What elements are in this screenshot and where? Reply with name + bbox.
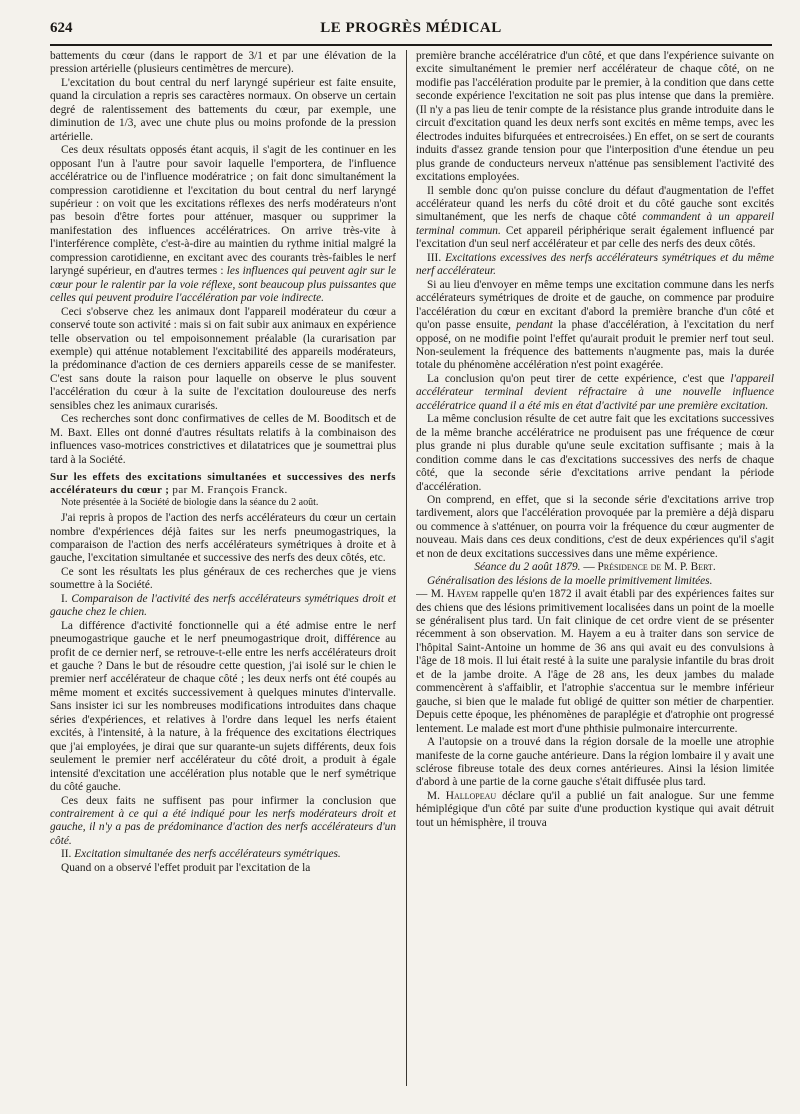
- paragraph: [416, 279, 774, 373]
- text-run: la phase d'accélération, à l'excitation du nerf opposé, on ne modifie point l'effet qu'aurait produit le premier nerf tout seul. Non-seulement la fréquence des battements n'augmente pas, mais la durée totale du phénomène accélération n'est point exagérée.: [416, 319, 774, 372]
- emphasis-text: commandent à un appareil terminal commun.: [416, 211, 774, 237]
- paragraph: Ceci s'observe chez les animaux dont l'appareil modérateur du cœur a conservé toute son activité : mais si on fait subir aux animaux en expérience telle observation ou tel empoisonnement préalable (la curarisation par exemple) qui atténue notablement l'excitabilité des appareils modérateurs, la prédominance d'action de ces derniers appareils cesse de se manifester. C'est sans doute la raison pour laquelle on observe le plus souvent l'accélération du cœur à la suite de l'excitation douloureuse des nerfs sensibles chez les animaux curarisés.: [50, 305, 396, 412]
- right-column: [416, 50, 774, 1096]
- article-author: par M. François Franck.: [169, 484, 288, 497]
- person-name: Hayem: [447, 588, 479, 601]
- person-name: Hallopeau: [445, 789, 497, 802]
- article-title-text: Sur les effets des excitations simultanées et successives des nerfs accélérateurs du cœur ;: [50, 471, 396, 497]
- text-run: — M.: [416, 588, 448, 601]
- emphasis-text: contrairement à ce qui a été indiqué pour les nerfs modérateurs droit et gauche, il n'y a pas de prédominance d'action des nerfs accélérateurs d'un côté.: [50, 808, 396, 847]
- subsection-heading: [416, 575, 774, 588]
- section-title: Excitation simultanée des nerfs accélérateurs symétriques.: [74, 848, 341, 861]
- session-date: Séance du 2 août 1879.: [474, 561, 581, 574]
- page-header: [50, 18, 772, 46]
- text-run: Cet appareil périphérique serait également influencé par l'excitation d'un seul nerf accélérateur et par celle des nerfs des deux côtés.: [416, 224, 774, 251]
- paragraph: J'ai repris à propos de l'action des nerfs accélérateurs du cœur un certain nombre d'expériences déjà faites sur les nerfs pneumogastriques, la comparaison de l'action des nerfs accélérateurs symétriques à droite et à gauche, l'excitation simultanée et successive des nerfs des deux côtés, etc.: [50, 512, 396, 565]
- paragraph: [416, 790, 774, 830]
- subsection-title: Généralisation des lésions de la moelle primitivement limitées.: [427, 574, 713, 587]
- paragraph: [416, 185, 774, 252]
- paragraph: [416, 373, 774, 413]
- page-number: 624: [50, 20, 73, 36]
- paragraph: Quand on a observé l'effet produit par l'excitation de la: [61, 861, 311, 874]
- emphasis-text: l'appareil accélérateur terminal devient réfractaire à une nouvelle influence accélératrice quand il a été mis en état d'activité par une première excitation.: [416, 372, 774, 412]
- left-column: [50, 50, 396, 1096]
- paragraph: [416, 588, 774, 736]
- emphasis-text: pendant: [516, 319, 553, 332]
- section-number: I.: [61, 592, 72, 605]
- text-run: déclare qu'il a publié un fait analogue. Sur une femme hémiplégique d'un côté par suite d'une production kystique qui avait détruit tout un hémisphère, il trouva: [416, 789, 774, 829]
- session-president: Présidence de M. P. Bert.: [597, 561, 716, 574]
- section-number: III.: [427, 251, 446, 264]
- text-run: Ces deux résultats opposés étant acquis, il s'agit de les continuer en les opposant l'un à l'autre pour savoir laquelle l'emportera, de l'influence accélératrice ou de l'influence modératrice ; on fait donc simultanément la compression carotidienne et l'excitation du bout central du nerf laryngé supérieur : on voit que les excitations réflexes des nerfs modérateurs n'ont pas besoin d'être fortes pour atténuer, masquer ou supprimer la manifestation des influences accélératrices. On arrive très-vite à l'interférence complète, c'est-à-dire au maintien du rythme initial malgré la compression carotidienne, en excitant avec des courants très-faibles le nerf laryngé supérieur, en d'autres termes :: [50, 144, 396, 278]
- text-run: Il semble donc qu'on puisse conclure du défaut d'augmentation de l'effet accélérateur quand les nerfs du côté droit et du côté gauche sont excités simultanément, que les nerfs de chaque côté: [416, 184, 774, 224]
- section-number: II.: [61, 848, 75, 861]
- section-heading: [416, 252, 774, 279]
- emphasis-text: les influences qui peuvent agir sur le cœur pour le ralentir par la voie réflexe, sont beaucoup plus puissantes que celles qui peuvent produire l'accélération par voie indirecte.: [50, 265, 396, 305]
- text-run: La conclusion qu'on peut tirer de cette expérience, c'est que: [427, 372, 725, 385]
- paragraph: La différence d'activité fonctionnelle qui a été admise entre le nerf pneumogastrique gauche et le nerf pneumogastrique droit, différence au profit de ce dernier nerf, se retrouve-t-elle entre les nerfs accélérateurs droit et gauche ? Dans le but de résoudre cette question, j'ai isolé sur le chien le premier nerf accélérateur de chaque côté ; les deux nerfs ont été coupés au même moment et excités successivement à quelques minutes d'intervalle. Sans insister ici sur les nombreuses modifications introduites dans chaque séries d'expériences, et relatives à l'ordre dans lequel les nerfs étaient excités, à l'intensité, à la nature, à la fréquence des excitations électriques que j'ai employées, je dirai que sur quarante-un sujets différents, deux fois seulement le premier nerf accélérateur du côté droit, a produit à égale intensité d'excitation une accélération plus notable que le nerf symétrique du côté gauche.: [50, 619, 396, 794]
- paragraph: [50, 795, 396, 849]
- session-dash: —: [580, 561, 598, 574]
- journal-title: LE PROGRÈS MÉDICAL: [320, 20, 502, 36]
- section-title: Excitations excessives des nerfs accélérateurs symétriques et du même nerf accélérateur.: [416, 251, 774, 278]
- paragraph: [50, 144, 396, 305]
- paragraph: On comprend, en effet, que si la seconde série d'excitations arrive trop tardivement, alors que l'accélération provoquée par la première a déjà disparu ou commence à s'atténuer, on pourra voir la fréquence du cœur augmenter de nouveau. Mais dans ces deux conditions, c'est de deux expériences qu'il s'agit et non de deux excitations successives dans une même expérience.: [416, 493, 774, 560]
- text-run: rappelle qu'en 1872 il avait établi par des expériences faites sur des chiens que des lésions primitivement localisées dans un point de la moelle se généralisent plus tard. Un fait clinique de cet ordre vient de se présenter récemment à son observation. M. Hayem a eu à traiter dans son service de l'hôpital Saint-Antoine un homme de 36 ans qui avait eu des convulsions à l'âge de 18 mois. Il lui était resté à la suite une paralysie infantile du bras droit et de la jambe droite. A l'âge de 28 ans, les deux jambes du malade commencèrent à s'affaiblir, et l'atrophie s'accentua sur le membre inférieur gauche, si bien que le malade fut obligé de quitter son métier de charpentier. Depuis cette époque, les phénomènes de paraplégie et d'atrophie ont progressé lentement. Le malade est mort d'une phthisie pulmonaire intercurrente.: [416, 588, 774, 735]
- paragraph: L'excitation du bout central du nerf laryngé supérieur est faite ensuite, quand la circulation a repris ses caractères normaux. On observe un certain degré de ralentissement des battements du cœur, par exemple, une diminution de 1/3, avec une chute plus ou moins profonde de la pression artérielle.: [50, 76, 396, 143]
- paragraph: Ce sont les résultats les plus généraux de ces recherches que je viens soumettre à la Société.: [50, 565, 396, 592]
- text-run: M.: [427, 789, 446, 802]
- paragraph: battements du cœur (dans le rapport de 3/1 et par une élévation de la pression artérielle (plusieurs centimètres de mercure).: [50, 50, 396, 76]
- column-divider: [406, 50, 407, 1086]
- article-note: Note présentée à la Société de biologie dans la séance du 2 août.: [61, 497, 319, 509]
- paragraph: La même conclusion résulte de cet autre fait que les excitations successives de la même branche accélératrice ne produisent pas une fréquence de cœur plus grande ni plus durable qu'une seule excitation suffisante ; mais à la condition comme dans le cas d'excitations successives des nerfs de chaque côté, que la seconde série d'excitations arrive pendant la période d'accélération.: [416, 413, 774, 493]
- text-run: Ces deux faits ne suffisent pas pour infirmer la conclusion que: [61, 794, 396, 807]
- text-run: Si au lieu d'envoyer en même temps une excitation commune dans les nerfs accélérateurs symétriques de droite et de gauche, on commence par produire l'accélération du cœur en excitant d'abord la première branche d'un côté et qu'on passe ensuite,: [416, 278, 774, 332]
- section-heading: [50, 593, 396, 620]
- section-title: Comparaison de l'activité des nerfs accélérateurs symétriques droit et gauche chez le chien.: [50, 592, 396, 619]
- paragraph: première branche accélératrice d'un côté, et que dans l'expérience suivante on excite simultanément le premier nerf accélérateur de chaque côté, on ne modifie pas l'accélération produite par le premier, à la condition que dans cette seconde expérience l'excitation ne soit pas plus intense que dans la première. (Il n'y a pas lieu de tenir compte de la résistance plus grande introduite dans le circuit d'excitation quand les deux nerfs sont excités en même temps, avec les électrodes induites bifurquées et entrecroisées.) En effet, on se sert de courants induits d'assez grande tension pour que l'interposition d'une étendue un peu plus grande de conducteurs nerveux n'atténue pas sensiblement l'activité des excitations employées.: [416, 50, 774, 184]
- article-title: [50, 471, 396, 497]
- paragraph: Ces recherches sont donc confirmatives de celles de M. Booditsch et de M. Baxt. Elles ont donné d'autres résultats relatifs à la combinaison des influences vaso-motrices constrictives et dilatatrices que je soumettrai plus tard à la Société.: [50, 413, 396, 466]
- paragraph: A l'autopsie on a trouvé dans la région dorsale de la moelle une atrophie manifeste de la corne gauche antérieure. Dans la région lombaire il y avait une sclérose fibreuse totale des deux cornes antérieures. Ainsi la lésion limitée d'abord à une partie de la corne gauche s'était diffusée plus tard.: [416, 736, 774, 789]
- session-heading: [416, 561, 774, 574]
- section-heading: [50, 848, 396, 861]
